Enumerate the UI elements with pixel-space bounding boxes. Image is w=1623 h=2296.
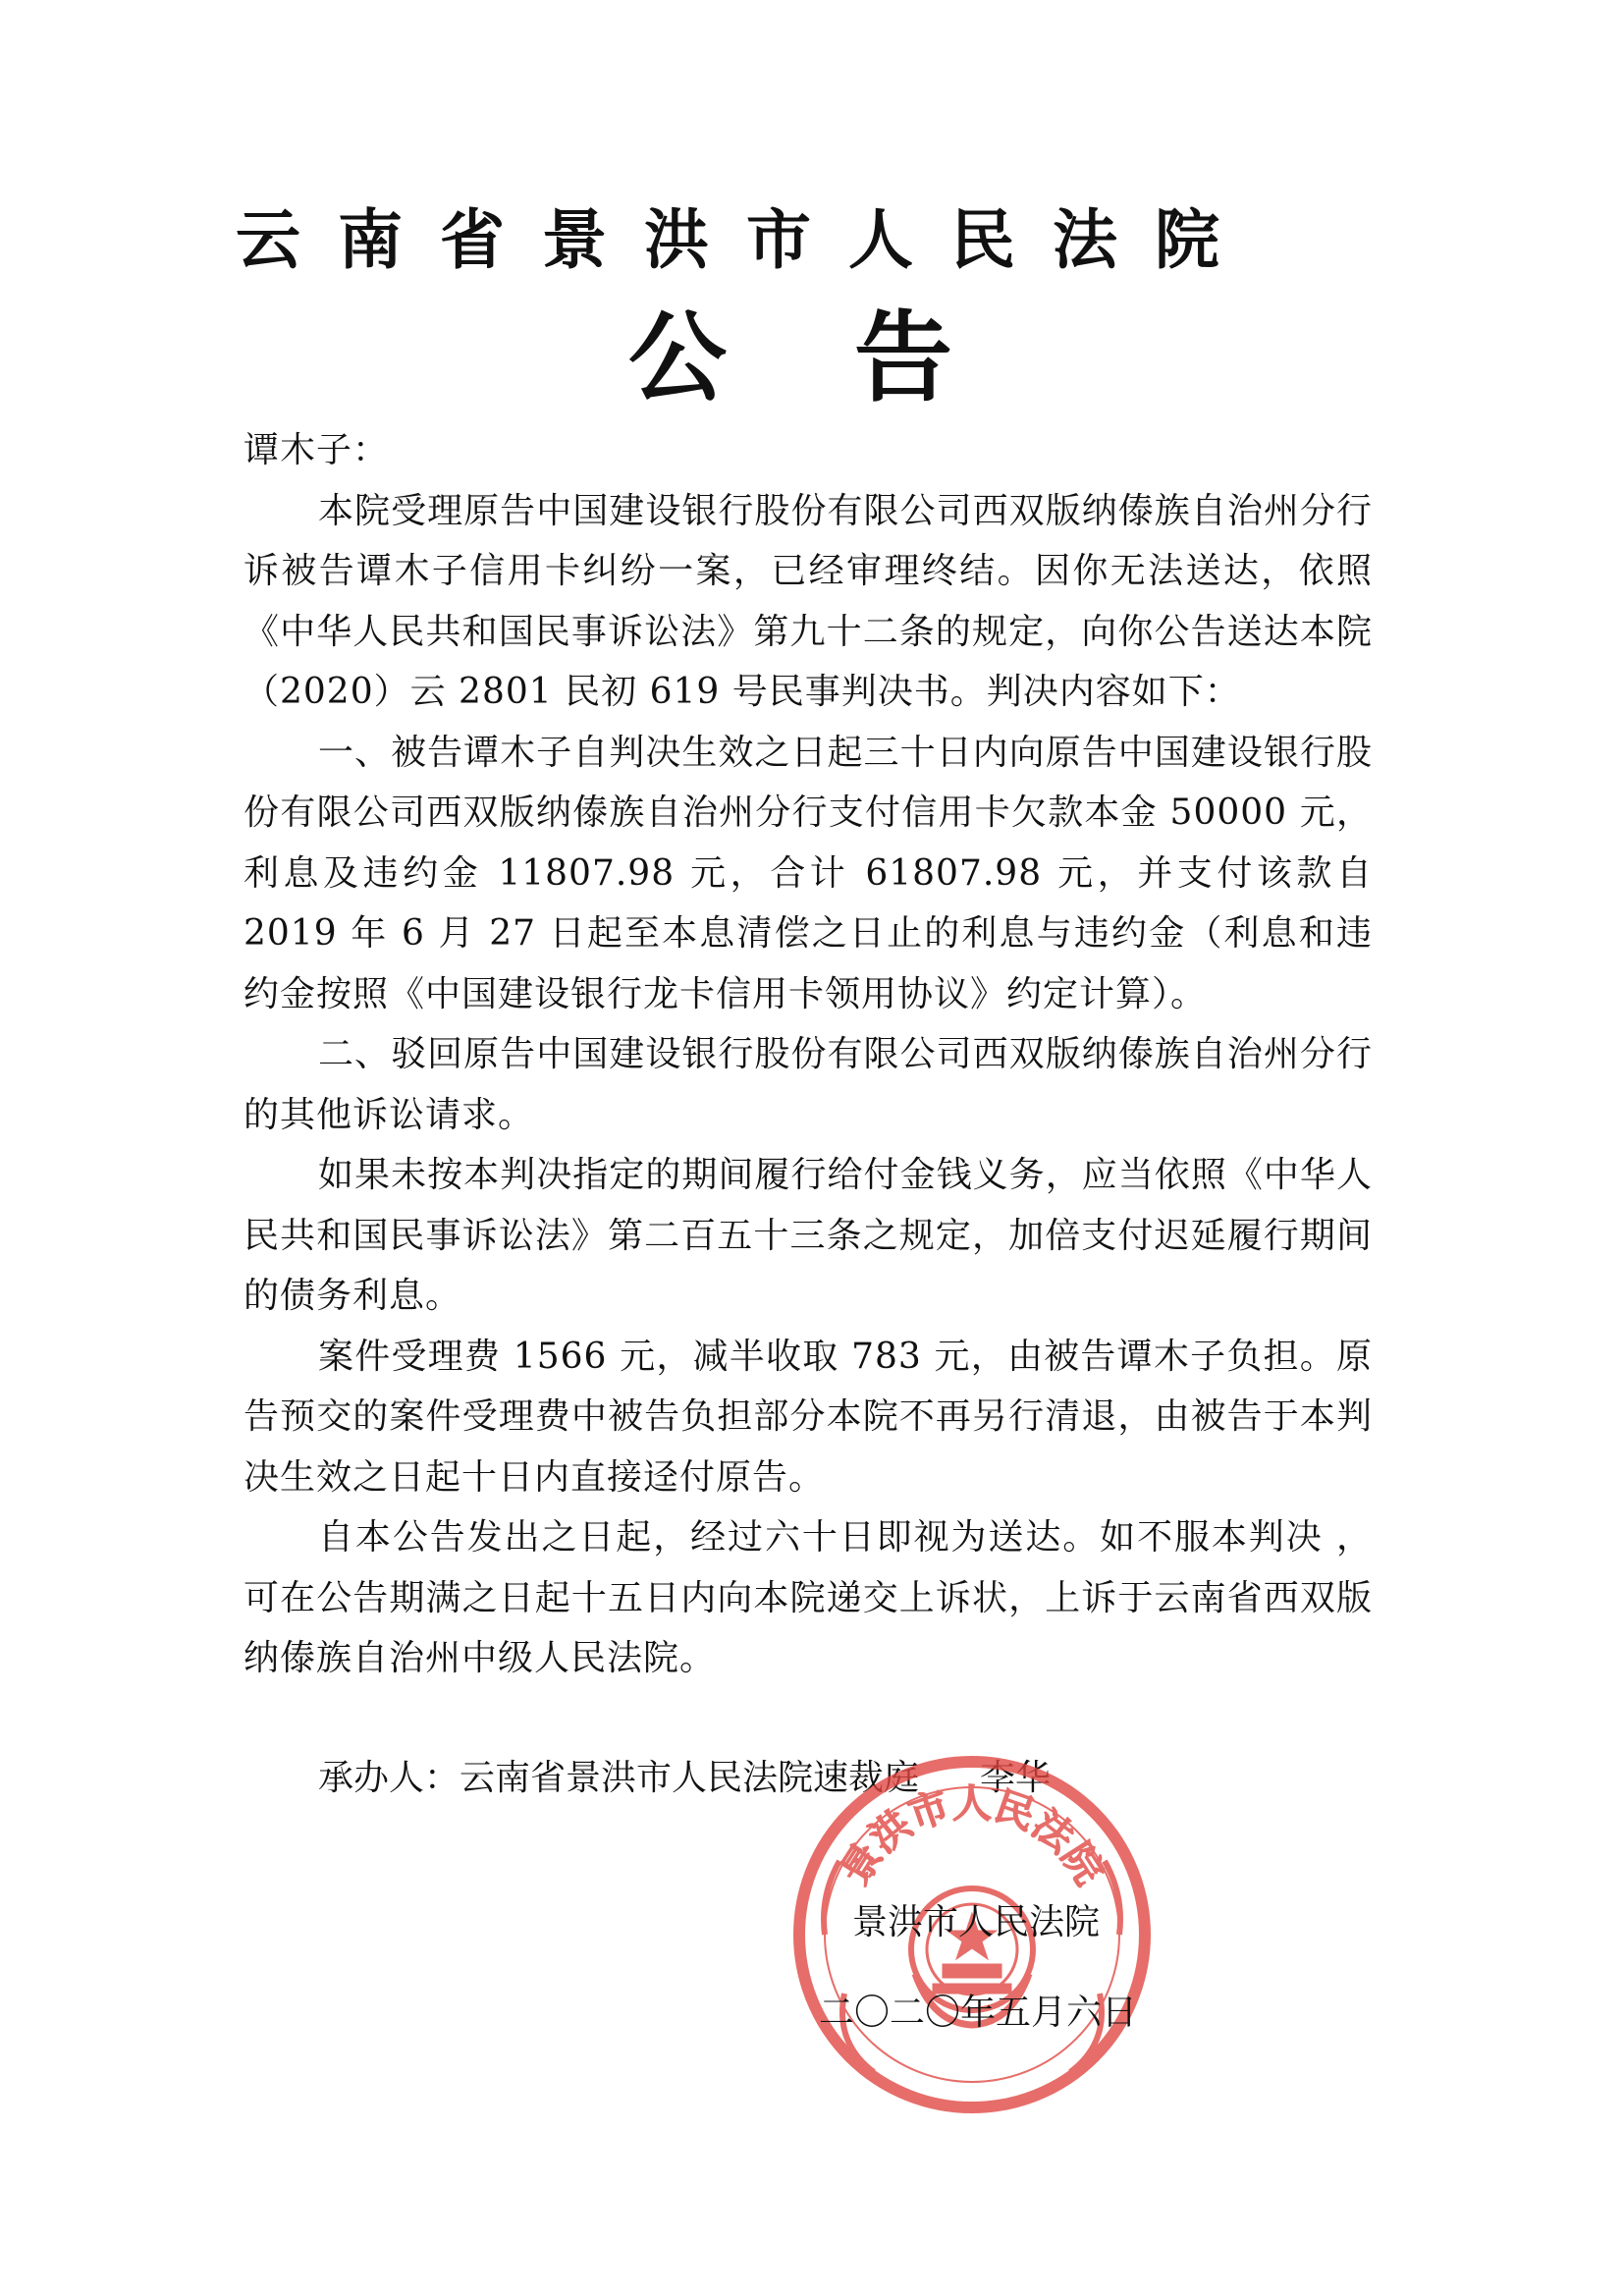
paragraph-late-performance: 如果未按本判决指定的期间履行给付金钱义务，应当依照《中华人民共和国民事诉讼法》第二百五十三条之规定，加倍支付迟延履行期间的债务利息。: [243, 1155, 1373, 1316]
notice-title: 公告: [628, 301, 1080, 415]
handler-name: 李华: [980, 1758, 1052, 1798]
paragraph-case-intro: 本院受理原告中国建设银行股份有限公司西双版纳傣族自治州分行诉被告谭木子信用卡纠纷一案，已经审理终结。因你无法送达，依照《中华人民共和国民事诉讼法》第九十二条的规定，向你公告送达本院（2020）云 2801 民初 619 号民事判决书。判决内容如下：: [243, 490, 1373, 712]
handler-label: 承办人：云南省景洪市人民法院速裁庭: [318, 1758, 920, 1798]
salutation: 谭木子：: [243, 430, 390, 470]
seal-text: 景洪市人民法院: [832, 1780, 1112, 1893]
issue-date: 二〇二〇年五月六日: [819, 1993, 1138, 2033]
paragraph-judgment-item-1: 一、被告谭木子自判决生效之日起三十日内向原告中国建设银行股份有限公司西双版纳傣族自治州分行支付信用卡欠款本金 50000 元，利息及违约金 11807.98 元，合计 61807.98 元，并支付该款自 2019 年 6 月 27 日起至本息清偿之日止的利息与违约金（利息和违约金按照《中国建设银行龙卡信用卡领用协议》约定计算）。: [243, 732, 1373, 1014]
court-name-heading: 云南省景洪市人民法院: [236, 202, 1257, 278]
notice-body: [243, 420, 1373, 1689]
paragraph-service-and-appeal: 自本公告发出之日起，经过六十日即视为送达。如不服本判决 ，可在公告期满之日起十五日内向本院递交上诉状，上诉于云南省西双版纳傣族自治州中级人民法院。: [243, 1517, 1373, 1678]
paragraph-case-fee: 案件受理费 1566 元，减半收取 783 元，由被告谭木子负担。原告预交的案件受理费中被告负担部分本院不再另行清退，由被告于本判决生效之日起十日内直接迳付原告。: [243, 1336, 1373, 1498]
paragraph-judgment-item-2: 二、驳回原告中国建设银行股份有限公司西双版纳傣族自治州分行的其他诉讼请求。: [243, 1034, 1373, 1135]
issuing-court: 景洪市人民法院: [852, 1902, 1101, 1942]
